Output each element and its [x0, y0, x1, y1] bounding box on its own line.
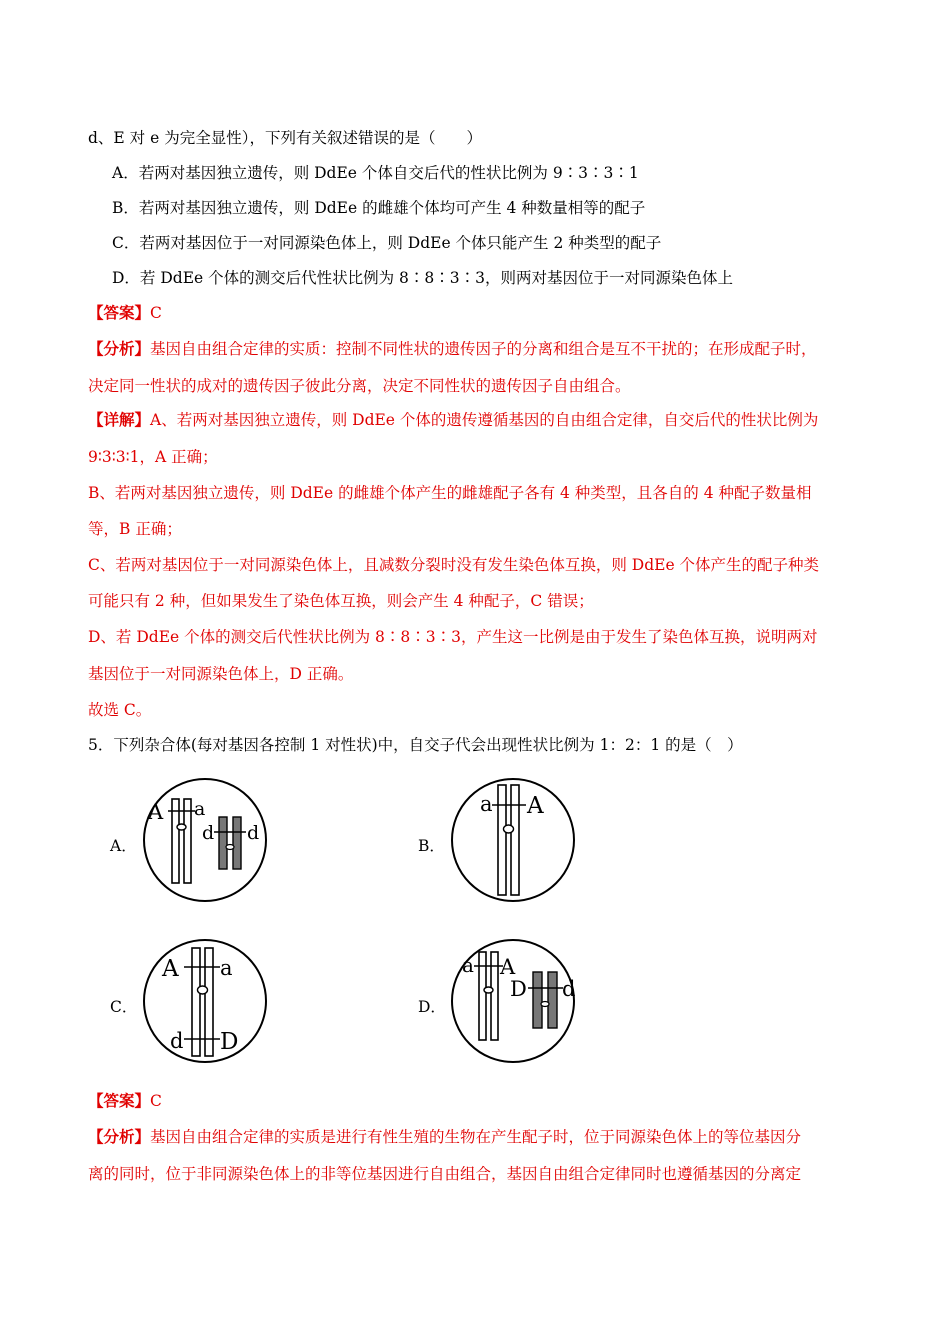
q4-detail-line-5: C、若两对基因位于一对同源染色体上，且减数分裂时没有发生染色体互换，则 DdEe 个体产生的配子种类: [88, 556, 820, 574]
q5-figure-d-label: D．: [418, 998, 446, 1016]
q4-analysis-line-1: 【分析】基因自由组合定律的实质：控制不同性状的遗传因子的分离和组合是互不干扰的；在形成配子时，: [88, 339, 817, 358]
q5-answer: [88, 1091, 162, 1111]
q4-analysis-tag: 【分析】: [88, 339, 151, 358]
q5-answer-tag: 【答案】: [88, 1091, 151, 1110]
gene-label: a: [462, 953, 474, 977]
gene-label: d: [562, 977, 576, 1001]
q4-stem: d、E 对 e 为完全显性），下列有关叙述错误的是（ ）: [88, 129, 482, 147]
q5-figure-a-cell: [140, 777, 270, 903]
q5-stem: 5．下列杂合体(每对基因各控制 1 对性状)中，自交子代会出现性状比例为 1：2：1 的是（ ）: [88, 736, 743, 754]
q4-detail-line-1: 【详解】A、若两对基因独立遗传，则 DdEe 个体的遗传遵循基因的自由组合定律，自交后代的性状比例为: [88, 410, 819, 429]
q4-answer-tag: 【答案】: [88, 303, 151, 322]
q5-figure-c-label: C．: [110, 998, 138, 1016]
q5-figure-b-label: B．: [418, 837, 445, 855]
gene-label: a: [194, 798, 206, 820]
q4-detail-line-8: 基因位于一对同源染色体上，D 正确。: [88, 665, 354, 683]
q4-detail-line-4: 等，B 正确；: [88, 520, 182, 538]
q5-analysis-tag: 【分析】: [88, 1127, 151, 1146]
q4-analysis-line-2: 决定同一性状的成对的遗传因子彼此分离，决定不同性状的遗传因子自由组合。: [88, 377, 631, 395]
gene-label: A: [527, 793, 544, 819]
q5-analysis-line-2: 离的同时，位于非同源染色体上的非等位基因进行自由组合，基因自由组合定律同时也遵循基因的分离定: [88, 1165, 802, 1183]
q4-detail-line-9: 故选 C。: [88, 701, 152, 719]
q4-detail-tag: 【详解】: [88, 410, 151, 429]
q4-option-a: A．若两对基因独立遗传，则 DdEe 个体自交后代的性状比例为 9∶3∶3∶1: [112, 164, 639, 182]
gene-label: A: [148, 800, 164, 824]
gene-label: D: [220, 1029, 239, 1055]
gene-label: A: [500, 955, 516, 979]
gene-label: d: [170, 1029, 184, 1053]
gene-label: D: [510, 977, 527, 1001]
q4-option-b: B．若两对基因独立遗传，则 DdEe 的雌雄个体均可产生 4 种数量相等的配子: [112, 199, 646, 217]
q5-figure-b-cell: [448, 777, 578, 903]
q4-detail-line-2: 9∶3∶3∶1，A 正确；: [88, 448, 218, 466]
q4-detail-line-7: D、若 DdEe 个体的测交后代性状比例为 8∶8∶3∶3，产生这一比例是由于发生了染色体互换，说明两对: [88, 628, 818, 646]
q4-answer-value: C: [150, 304, 162, 322]
gene-label: d: [202, 822, 215, 844]
q4-detail-line-6: 可能只有 2 种，但如果发生了染色体互换，则会产生 4 种配子，C 错误；: [88, 592, 594, 610]
q5-answer-value: C: [150, 1092, 162, 1110]
gene-label: a: [480, 792, 493, 816]
gene-label: a: [220, 956, 233, 980]
q4-detail-line-3: B、若两对基因独立遗传，则 DdEe 的雌雄个体产生的雌雄配子各有 4 种类型，且各自的 4 种配子数量相: [88, 484, 812, 502]
q4-option-d: D．若 DdEe 个体的测交后代性状比例为 8∶8∶3∶3，则两对基因位于一对同源染色体上: [112, 269, 733, 287]
q4-option-c: C．若两对基因位于一对同源染色体上，则 DdEe 个体只能产生 2 种类型的配子: [112, 234, 662, 252]
q5-analysis-line-1: 【分析】基因自由组合定律的实质是进行有性生殖的生物在产生配子时，位于同源染色体上的等位基因分: [88, 1127, 802, 1146]
q5-figure-c-cell: [140, 938, 270, 1064]
q5-figure-d-cell: [448, 938, 583, 1064]
gene-label: d: [247, 822, 260, 844]
q5-figure-a-label: A．: [110, 837, 137, 855]
q4-answer: [88, 303, 162, 323]
gene-label: A: [162, 956, 179, 982]
